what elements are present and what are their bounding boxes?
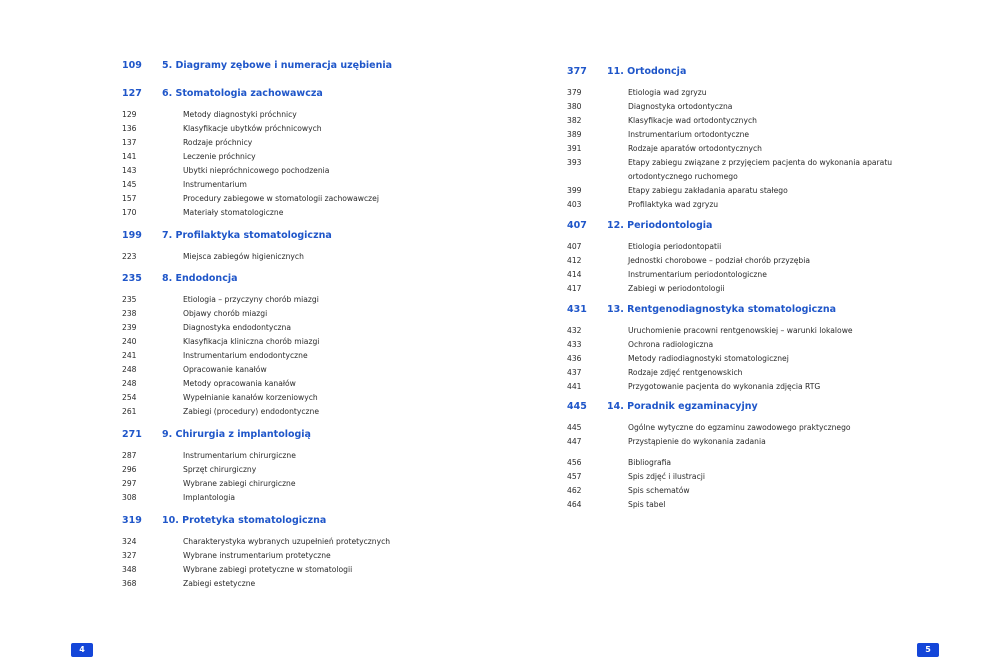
toc-section	[122, 60, 452, 74]
toc-entry[interactable]	[567, 366, 897, 380]
entry-title: Instrumentarium ortodontyczne	[628, 130, 750, 139]
section-heading[interactable]	[567, 304, 897, 318]
toc-entry[interactable]	[567, 254, 897, 268]
section-heading[interactable]	[122, 60, 452, 74]
entry-page-number: 240	[122, 337, 137, 346]
entry-title: Etapy zabiegu związane z przyjęciem pacjenta do wykonania aparatu ortodontycznego ruchomego	[628, 158, 893, 181]
entry-title: Wybrane instrumentarium protetyczne	[183, 551, 331, 560]
entry-title: Leczenie próchnicy	[183, 152, 256, 161]
entry-page-number: 136	[122, 124, 137, 133]
entry-title: Klasyfikacje wad ortodontycznych	[628, 116, 757, 125]
entry-title: Instrumentarium	[183, 180, 247, 189]
toc-entry[interactable]	[567, 128, 897, 142]
entry-page-number: 308	[122, 493, 137, 502]
toc-entry[interactable]	[122, 377, 452, 391]
entry-title: Opracowanie kanałów	[183, 365, 267, 374]
entry-page-number: 399	[567, 186, 582, 195]
entry-page-number: 462	[567, 486, 582, 495]
toc-entry[interactable]	[122, 307, 452, 321]
left-page-number: 4	[71, 643, 93, 657]
entry-title: Instrumentarium endodontyczne	[183, 351, 308, 360]
entry-list	[567, 421, 897, 449]
entry-page-number: 436	[567, 354, 582, 363]
entry-page-number: 223	[122, 252, 137, 261]
entry-page-number: 447	[567, 437, 582, 446]
entry-title: Zabiegi w periodontologii	[628, 284, 725, 293]
toc-entry[interactable]	[567, 435, 897, 449]
entry-title: Uruchomienie pracowni rentgenowskiej – warunki lokalowe	[628, 326, 853, 335]
toc-section	[567, 401, 897, 449]
toc-entry[interactable]	[122, 150, 452, 164]
section-title: 7. Profilaktyka stomatologiczna	[162, 230, 332, 241]
entry-page-number: 379	[567, 88, 582, 97]
entry-page-number: 235	[122, 295, 137, 304]
toc-entry[interactable]	[122, 250, 452, 264]
section-page-number: 271	[122, 429, 142, 440]
right-page-number: 5	[917, 643, 939, 657]
entry-title: Spis zdjęć i ilustracji	[628, 472, 705, 481]
entry-list	[122, 293, 452, 419]
entry-title: Objawy chorób miazgi	[183, 309, 268, 318]
toc-entry[interactable]	[567, 198, 897, 212]
entry-page-number: 239	[122, 323, 137, 332]
toc-entry[interactable]	[122, 491, 452, 505]
entry-title: Rodzaje zdjęć rentgenowskich	[628, 368, 743, 377]
entry-page-number: 248	[122, 365, 137, 374]
entry-title: Klasyfikacje ubytków próchnicowych	[183, 124, 322, 133]
entry-page-number: 129	[122, 110, 137, 119]
toc-entry[interactable]	[122, 164, 452, 178]
entry-title: Jednostki chorobowe – podział chorób przyzębia	[628, 256, 810, 265]
toc-entry[interactable]	[567, 352, 897, 366]
toc-entry[interactable]	[567, 421, 897, 435]
appendix-list	[567, 456, 897, 512]
section-heading[interactable]	[567, 401, 897, 415]
entry-title: Etiologia periodontopatii	[628, 242, 722, 251]
entry-title: Spis schematów	[628, 486, 690, 495]
entry-title: Sprzęt chirurgiczny	[183, 465, 257, 474]
entry-title: Zabiegi estetyczne	[183, 579, 256, 588]
entry-list	[122, 250, 452, 264]
toc-section	[122, 429, 452, 505]
entry-title: Wypełnianie kanałów korzeniowych	[183, 393, 318, 402]
entry-page-number: 432	[567, 326, 582, 335]
entry-page-number: 417	[567, 284, 582, 293]
section-heading[interactable]	[567, 66, 897, 80]
toc-entry[interactable]	[122, 535, 452, 549]
section-title: 14. Poradnik egzaminacyjny	[607, 401, 758, 412]
entry-page-number: 296	[122, 465, 137, 474]
toc-entry[interactable]	[122, 349, 452, 363]
entry-page-number: 393	[567, 158, 582, 167]
entry-page-number: 464	[567, 500, 582, 509]
entry-page-number: 380	[567, 102, 582, 111]
entry-title: Wybrane zabiegi chirurgiczne	[183, 479, 296, 488]
entry-title: Etapy zabiegu zakładania aparatu stałego	[628, 186, 788, 195]
section-heading[interactable]	[122, 515, 452, 529]
toc-entry[interactable]	[567, 338, 897, 352]
entry-title: Implantologia	[183, 493, 235, 502]
entry-title: Ogólne wytyczne do egzaminu zawodowego praktycznego	[628, 423, 851, 432]
toc-section	[122, 515, 452, 591]
entry-list	[567, 240, 897, 296]
entry-page-number: 137	[122, 138, 137, 147]
toc-entry[interactable]	[122, 321, 452, 335]
entry-page-number: 433	[567, 340, 582, 349]
entry-title: Diagnostyka ortodontyczna	[628, 102, 733, 111]
toc-entry[interactable]	[567, 380, 897, 394]
toc-entry[interactable]	[122, 463, 452, 477]
section-page-number: 377	[567, 66, 587, 77]
entry-page-number: 348	[122, 565, 137, 574]
section-title: 5. Diagramy zębowe i numeracja uzębienia	[162, 60, 392, 71]
toc-entry[interactable]	[122, 477, 452, 491]
section-page-number: 235	[122, 273, 142, 284]
toc-entry[interactable]	[122, 363, 452, 377]
entry-title: Miejsca zabiegów higienicznych	[183, 252, 304, 261]
entry-page-number: 403	[567, 200, 582, 209]
entry-title: Metody opracowania kanałów	[183, 379, 296, 388]
section-title: 10. Protetyka stomatologiczna	[162, 515, 327, 526]
entry-list	[122, 449, 452, 505]
entry-title: Profilaktyka wad zgryzu	[628, 200, 719, 209]
entry-title: Wybrane zabiegi protetyczne w stomatologii	[183, 565, 353, 574]
toc-entry[interactable]	[567, 268, 897, 282]
toc-entry[interactable]	[122, 577, 452, 591]
entry-title: Etiologia wad zgryzu	[628, 88, 707, 97]
section-title: 6. Stomatologia zachowawcza	[162, 88, 323, 99]
section-page-number: 445	[567, 401, 587, 412]
entry-page-number: 324	[122, 537, 137, 546]
toc-entry[interactable]	[122, 122, 452, 136]
entry-title: Ochrona radiologiczna	[628, 340, 714, 349]
section-title: 13. Rentgenodiagnostyka stomatologiczna	[607, 304, 836, 315]
entry-page-number: 248	[122, 379, 137, 388]
appendix-entry[interactable]	[567, 470, 897, 484]
toc-entry[interactable]	[122, 563, 452, 577]
entry-title: Diagnostyka endodontyczna	[183, 323, 291, 332]
section-heading[interactable]	[122, 273, 452, 287]
entry-page-number: 441	[567, 382, 582, 391]
section-heading[interactable]	[122, 429, 452, 443]
entry-page-number: 437	[567, 368, 582, 377]
entry-page-number: 389	[567, 130, 582, 139]
entry-title: Procedury zabiegowe w stomatologii zachowawczej	[183, 194, 379, 203]
entry-title: Spis tabel	[628, 500, 666, 509]
toc-entry[interactable]	[567, 114, 897, 128]
toc-section	[567, 220, 897, 296]
toc-entry[interactable]	[122, 405, 452, 419]
section-title: 9. Chirurgia z implantologią	[162, 429, 311, 440]
entry-title: Instrumentarium chirurgiczne	[183, 451, 296, 460]
toc-entry[interactable]	[567, 184, 897, 198]
section-page-number: 319	[122, 515, 142, 526]
section-page-number: 109	[122, 60, 142, 71]
section-page-number: 407	[567, 220, 587, 231]
toc-entry[interactable]	[567, 156, 897, 184]
appendix-entry[interactable]	[567, 498, 897, 512]
toc-entry[interactable]	[567, 100, 897, 114]
entry-title: Rodzaje próchnicy	[183, 138, 253, 147]
entry-page-number: 297	[122, 479, 137, 488]
toc-entry[interactable]	[122, 192, 452, 206]
entry-page-number: 254	[122, 393, 137, 402]
entry-page-number: 391	[567, 144, 582, 153]
toc-entry[interactable]	[122, 178, 452, 192]
entry-page-number: 170	[122, 208, 137, 217]
section-heading[interactable]	[122, 88, 452, 102]
entry-list	[122, 108, 452, 220]
section-title: 12. Periodontologia	[607, 220, 713, 231]
entry-page-number: 141	[122, 152, 137, 161]
entry-page-number: 261	[122, 407, 137, 416]
entry-page-number: 157	[122, 194, 137, 203]
section-page-number: 127	[122, 88, 142, 99]
entry-page-number: 143	[122, 166, 137, 175]
entry-page-number: 457	[567, 472, 582, 481]
toc-entry[interactable]	[567, 240, 897, 254]
entry-page-number: 368	[122, 579, 137, 588]
entry-title: Klasyfikacja kliniczna chorób miazgi	[183, 337, 320, 346]
toc-entry[interactable]	[122, 335, 452, 349]
entry-page-number: 412	[567, 256, 582, 265]
entry-page-number: 327	[122, 551, 137, 560]
section-page-number: 431	[567, 304, 587, 315]
entry-page-number: 238	[122, 309, 137, 318]
entry-page-number: 445	[567, 423, 582, 432]
entry-list	[122, 535, 452, 591]
entry-title: Zabiegi (procedury) endodontyczne	[183, 407, 320, 416]
toc-section	[122, 273, 452, 419]
toc-entry[interactable]	[122, 549, 452, 563]
section-title: 8. Endodoncja	[162, 273, 238, 284]
entry-page-number: 414	[567, 270, 582, 279]
toc-entry[interactable]	[122, 293, 452, 307]
entry-page-number: 287	[122, 451, 137, 460]
toc-entry[interactable]	[567, 142, 897, 156]
entry-list	[567, 324, 897, 394]
entry-title: Charakterystyka wybranych uzupełnień protetycznych	[183, 537, 391, 546]
toc-entry[interactable]	[567, 324, 897, 338]
section-heading[interactable]	[567, 220, 897, 234]
toc-section	[122, 230, 452, 264]
toc-section	[567, 66, 897, 212]
section-title: 11. Ortodoncja	[607, 66, 687, 77]
entry-title: Bibliografia	[628, 458, 672, 467]
entry-title: Przystąpienie do wykonania zadania	[628, 437, 766, 446]
toc-entry[interactable]	[567, 282, 897, 296]
entry-list	[567, 86, 897, 212]
entry-title: Instrumentarium periodontologiczne	[628, 270, 767, 279]
toc-entry[interactable]	[122, 136, 452, 150]
toc-entry[interactable]	[567, 86, 897, 100]
toc-entry[interactable]	[122, 206, 452, 220]
entry-title: Ubytki niepróchnicowego pochodzenia	[183, 166, 330, 175]
entry-title: Metody diagnostyki próchnicy	[183, 110, 297, 119]
entry-page-number: 241	[122, 351, 137, 360]
toc-section	[122, 88, 452, 220]
entry-title: Metody radiodiagnostyki stomatologicznej	[628, 354, 789, 363]
entry-page-number: 382	[567, 116, 582, 125]
entry-title: Etiologia – przyczyny chorób miazgi	[183, 295, 319, 304]
toc-entry[interactable]	[122, 108, 452, 122]
entry-title: Rodzaje aparatów ortodontycznych	[628, 144, 762, 153]
section-heading[interactable]	[122, 230, 452, 244]
entry-title: Materiały stomatologiczne	[183, 208, 284, 217]
toc-section	[567, 304, 897, 394]
entry-page-number: 145	[122, 180, 137, 189]
entry-title: Przygotowanie pacjenta do wykonania zdjęcia RTG	[628, 382, 821, 391]
appendix-entry[interactable]	[567, 456, 897, 470]
appendix-entry[interactable]	[567, 484, 897, 498]
toc-entry[interactable]	[122, 391, 452, 405]
entry-page-number: 407	[567, 242, 582, 251]
section-page-number: 199	[122, 230, 142, 241]
entry-page-number: 456	[567, 458, 582, 467]
toc-entry[interactable]	[122, 449, 452, 463]
